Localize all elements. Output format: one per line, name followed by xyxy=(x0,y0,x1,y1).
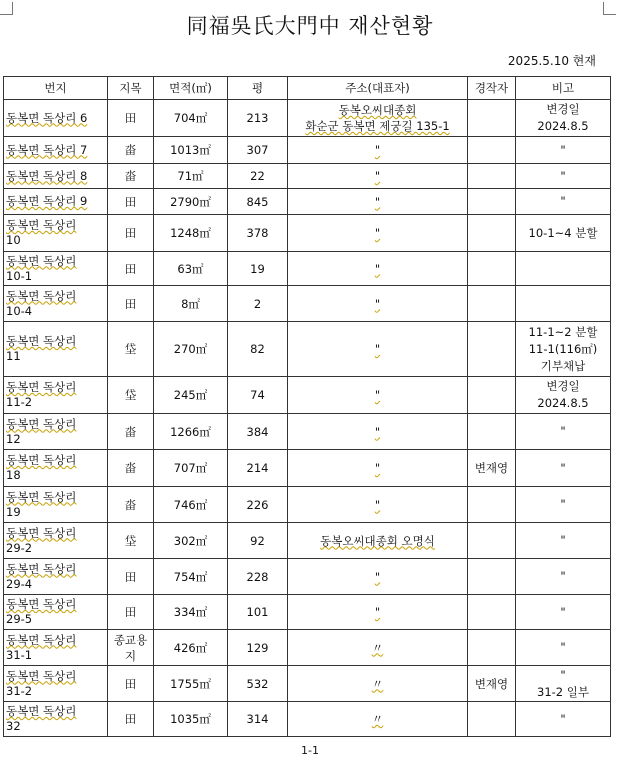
lot-address: 동복면 독상리 xyxy=(6,288,77,303)
header-farmer: 경작자 xyxy=(468,77,516,100)
lot-address: 동복면 독상리 xyxy=(6,253,77,268)
farmer-name xyxy=(468,322,516,377)
table-row xyxy=(4,100,611,137)
land-category: 垈 xyxy=(108,523,154,559)
note-line-1: " xyxy=(560,424,566,438)
lot-address: 동복면 독상리 7 xyxy=(6,142,88,157)
note-line-1: " xyxy=(560,497,566,511)
farmer-name xyxy=(468,286,516,322)
area-value: 707㎡ xyxy=(154,450,228,487)
area-value: 334㎡ xyxy=(154,595,228,630)
pyeong-value: 314 xyxy=(228,702,288,737)
address-cell xyxy=(288,523,468,559)
owner-name: 〃 xyxy=(371,640,384,655)
owner-name: 〃 xyxy=(371,712,384,726)
lot-address: 동복면 독상리 xyxy=(6,489,77,504)
note-line-1: " xyxy=(560,667,566,682)
note-cell xyxy=(516,252,611,286)
pyeong-value: 214 xyxy=(228,450,288,487)
lot-cell xyxy=(4,523,108,559)
table-row xyxy=(4,595,611,630)
land-category: 田 xyxy=(108,100,154,137)
lot-number: 10 xyxy=(6,233,21,247)
lot-cell xyxy=(4,215,108,252)
lot-cell xyxy=(4,286,108,322)
address-cell xyxy=(288,595,468,630)
table-row xyxy=(4,702,611,737)
note-line-1: 변경일 xyxy=(546,102,580,116)
lot-number: 10-4 xyxy=(6,303,33,318)
note-line-2: 2024.8.5 xyxy=(537,119,589,133)
farmer-name xyxy=(468,702,516,737)
owner-address: 화순군 동복면 제궁길 135-1 xyxy=(305,119,450,133)
lot-address: 동복면 독상리 9 xyxy=(6,194,88,208)
lot-address: 동복면 독상리 6 xyxy=(6,110,88,125)
address-cell xyxy=(288,252,468,286)
pyeong-value: 19 xyxy=(228,252,288,286)
land-category: 종교용지 xyxy=(108,630,154,666)
farmer-name xyxy=(468,559,516,595)
lot-cell xyxy=(4,252,108,286)
farmer-name xyxy=(468,189,516,215)
pyeong-value: 307 xyxy=(228,137,288,164)
header-address: 주소(대표자) xyxy=(288,77,468,100)
note-cell xyxy=(516,286,611,322)
header-note: 비고 xyxy=(516,77,611,100)
address-cell xyxy=(288,666,468,702)
property-table xyxy=(3,76,611,737)
lot-address: 동복면 독상리 xyxy=(6,597,77,611)
note-line-2: 31-2 일부 xyxy=(537,684,589,699)
area-value: 63㎡ xyxy=(154,252,228,286)
farmer-name xyxy=(468,100,516,137)
lot-cell xyxy=(4,595,108,630)
owner-name: " xyxy=(374,226,381,240)
lot-cell xyxy=(4,100,108,137)
lot-address: 동복면 독상리 xyxy=(6,632,77,647)
owner-name: " xyxy=(374,194,381,209)
pyeong-value: 226 xyxy=(228,487,288,523)
land-category: 田 xyxy=(108,215,154,252)
pyeong-value: 845 xyxy=(228,189,288,215)
address-cell xyxy=(288,559,468,595)
address-cell xyxy=(288,322,468,377)
lot-address: 동복면 독상리 8 xyxy=(6,168,88,183)
pyeong-value: 532 xyxy=(228,666,288,702)
land-category: 畓 xyxy=(108,414,154,450)
area-value: 1266㎡ xyxy=(154,414,228,450)
note-line-1: 10-1~4 분할 xyxy=(528,225,598,240)
table-row xyxy=(4,630,611,666)
note-line-1: 변경일 xyxy=(546,379,580,393)
address-cell xyxy=(288,215,468,252)
note-cell xyxy=(516,523,611,559)
area-value: 1035㎡ xyxy=(154,702,228,737)
pyeong-value: 22 xyxy=(228,164,288,189)
table-row xyxy=(4,252,611,286)
address-cell xyxy=(288,377,468,414)
owner-name: 동복오씨대종회 오명식 xyxy=(320,533,435,548)
pyeong-value: 384 xyxy=(228,414,288,450)
owner-name: " xyxy=(374,388,381,402)
note-cell xyxy=(516,450,611,487)
area-value: 1013㎡ xyxy=(154,137,228,164)
header-category: 지목 xyxy=(108,77,154,100)
pyeong-value: 213 xyxy=(228,100,288,137)
note-cell xyxy=(516,100,611,137)
lot-number: 29-5 xyxy=(6,612,33,626)
lot-cell xyxy=(4,377,108,414)
lot-address: 동복면 독상리 xyxy=(6,416,77,431)
land-category: 垈 xyxy=(108,322,154,377)
note-cell xyxy=(516,666,611,702)
address-cell xyxy=(288,702,468,737)
lot-address: 동복면 독상리 xyxy=(6,668,77,683)
note-cell xyxy=(516,215,611,252)
lot-number: 11-2 xyxy=(6,395,33,409)
table-row xyxy=(4,414,611,450)
note-line-1: " xyxy=(560,604,566,619)
note-line-1: " xyxy=(560,142,566,157)
owner-name: " xyxy=(374,342,381,356)
farmer-name xyxy=(468,137,516,164)
note-line-1: " xyxy=(560,194,566,208)
land-category: 垈 xyxy=(108,377,154,414)
area-value: 704㎡ xyxy=(154,100,228,137)
note-cell xyxy=(516,559,611,595)
pyeong-value: 2 xyxy=(228,286,288,322)
lot-number: 19 xyxy=(6,504,21,519)
lot-cell xyxy=(4,702,108,737)
table-row xyxy=(4,666,611,702)
note-cell xyxy=(516,137,611,164)
land-category: 田 xyxy=(108,702,154,737)
owner-name: " xyxy=(374,569,381,584)
land-category: 田 xyxy=(108,286,154,322)
address-cell xyxy=(288,100,468,137)
land-category: 畓 xyxy=(108,487,154,523)
farmer-name xyxy=(468,215,516,252)
address-cell xyxy=(288,630,468,666)
lot-number: 29-4 xyxy=(6,576,33,591)
area-value: 426㎡ xyxy=(154,630,228,666)
lot-number: 31-1 xyxy=(6,647,33,662)
address-cell xyxy=(288,164,468,189)
land-category: 畓 xyxy=(108,450,154,487)
note-cell xyxy=(516,702,611,737)
note-line-1: " xyxy=(560,460,566,475)
address-cell xyxy=(288,286,468,322)
owner-name: " xyxy=(374,261,381,276)
farmer-name xyxy=(468,252,516,286)
note-line-1: " xyxy=(560,640,566,654)
lot-address: 동복면 독상리 xyxy=(6,218,77,232)
lot-number: 12 xyxy=(6,431,21,446)
lot-address: 동복면 독상리 xyxy=(6,525,77,540)
header-lot: 번지 xyxy=(4,77,108,100)
owner-name: 동복오씨대종회 xyxy=(338,103,417,117)
area-value: 1248㎡ xyxy=(154,215,228,252)
lot-address: 동복면 독상리 xyxy=(6,334,77,348)
note-line-1: " xyxy=(560,569,566,583)
land-category: 畓 xyxy=(108,137,154,164)
land-category: 田 xyxy=(108,666,154,702)
lot-number: 32 xyxy=(6,719,21,733)
owner-name: " xyxy=(374,461,381,475)
note-line-1: 11-1~2 분할 xyxy=(528,324,598,339)
lot-cell xyxy=(4,559,108,595)
lot-cell xyxy=(4,414,108,450)
table-row xyxy=(4,450,611,487)
note-line-2: 2024.8.5 xyxy=(537,396,589,410)
table-row xyxy=(4,189,611,215)
farmer-name: 변재영 xyxy=(468,666,516,702)
note-line-2: 11-1(116㎡) xyxy=(528,341,598,356)
table-row xyxy=(4,215,611,252)
table-header-row xyxy=(4,77,611,100)
note-cell xyxy=(516,164,611,189)
note-cell xyxy=(516,414,611,450)
note-line-1: " xyxy=(560,533,566,547)
land-category: 田 xyxy=(108,252,154,286)
table-row xyxy=(4,487,611,523)
lot-number: 10-1 xyxy=(6,268,33,283)
lot-cell xyxy=(4,189,108,215)
pyeong-value: 378 xyxy=(228,215,288,252)
lot-number: 31-2 xyxy=(6,683,33,698)
table-row xyxy=(4,164,611,189)
owner-name: " xyxy=(374,497,381,512)
note-cell xyxy=(516,487,611,523)
page-number: 1-1 xyxy=(301,744,319,757)
owner-name: " xyxy=(374,605,381,619)
table-row xyxy=(4,286,611,322)
lot-cell xyxy=(4,322,108,377)
header-pyeong: 평 xyxy=(228,77,288,100)
lot-cell xyxy=(4,487,108,523)
lot-cell xyxy=(4,630,108,666)
table-row xyxy=(4,322,611,377)
land-category: 田 xyxy=(108,559,154,595)
lot-address: 동복면 독상리 xyxy=(6,453,77,467)
land-category: 田 xyxy=(108,595,154,630)
note-cell xyxy=(516,377,611,414)
land-category: 畓 xyxy=(108,164,154,189)
table-row xyxy=(4,559,611,595)
note-cell xyxy=(516,595,611,630)
lot-number: 29-2 xyxy=(6,540,33,555)
farmer-name: 변재영 xyxy=(468,450,516,487)
address-cell xyxy=(288,414,468,450)
header-area: 면적(㎡) xyxy=(154,77,228,100)
farmer-name xyxy=(468,523,516,559)
lot-address: 동복면 독상리 xyxy=(6,561,77,576)
area-value: 746㎡ xyxy=(154,487,228,523)
area-value: 754㎡ xyxy=(154,559,228,595)
note-cell xyxy=(516,630,611,666)
owner-name: " xyxy=(374,296,381,311)
note-cell xyxy=(516,189,611,215)
area-value: 8㎡ xyxy=(154,286,228,322)
area-value: 2790㎡ xyxy=(154,189,228,215)
lot-cell xyxy=(4,450,108,487)
area-value: 71㎡ xyxy=(154,164,228,189)
farmer-name xyxy=(468,487,516,523)
note-line-3: 기부채납 xyxy=(540,358,586,373)
note-line-1: " xyxy=(560,711,566,726)
owner-name: 〃 xyxy=(371,676,384,691)
owner-name: " xyxy=(374,143,381,157)
farmer-name xyxy=(468,630,516,666)
lot-number: 18 xyxy=(6,468,21,482)
address-cell xyxy=(288,450,468,487)
farmer-name xyxy=(468,595,516,630)
lot-number: 11 xyxy=(6,349,21,363)
farmer-name xyxy=(468,377,516,414)
owner-name: " xyxy=(374,424,381,439)
owner-name: " xyxy=(374,169,381,183)
lot-cell xyxy=(4,137,108,164)
note-cell xyxy=(516,322,611,377)
farmer-name xyxy=(468,164,516,189)
address-cell xyxy=(288,189,468,215)
area-value: 1755㎡ xyxy=(154,666,228,702)
area-value: 302㎡ xyxy=(154,523,228,559)
table-row xyxy=(4,137,611,164)
lot-cell xyxy=(4,666,108,702)
area-value: 245㎡ xyxy=(154,377,228,414)
lot-cell xyxy=(4,164,108,189)
pyeong-value: 129 xyxy=(228,630,288,666)
land-category: 田 xyxy=(108,189,154,215)
pyeong-value: 228 xyxy=(228,559,288,595)
table-row xyxy=(4,377,611,414)
pyeong-value: 92 xyxy=(228,523,288,559)
pyeong-value: 82 xyxy=(228,322,288,377)
document-title: 同福吳氏大門中 재산현황 xyxy=(186,14,434,38)
address-cell xyxy=(288,487,468,523)
note-line-1: " xyxy=(560,168,566,183)
farmer-name xyxy=(468,414,516,450)
table-row xyxy=(4,523,611,559)
report-date: 2025.5.10 현재 xyxy=(507,54,596,68)
pyeong-value: 74 xyxy=(228,377,288,414)
pyeong-value: 101 xyxy=(228,595,288,630)
lot-address: 동복면 독상리 xyxy=(6,380,77,394)
address-cell xyxy=(288,137,468,164)
lot-address: 동복면 독상리 xyxy=(6,704,77,718)
area-value: 270㎡ xyxy=(154,322,228,377)
